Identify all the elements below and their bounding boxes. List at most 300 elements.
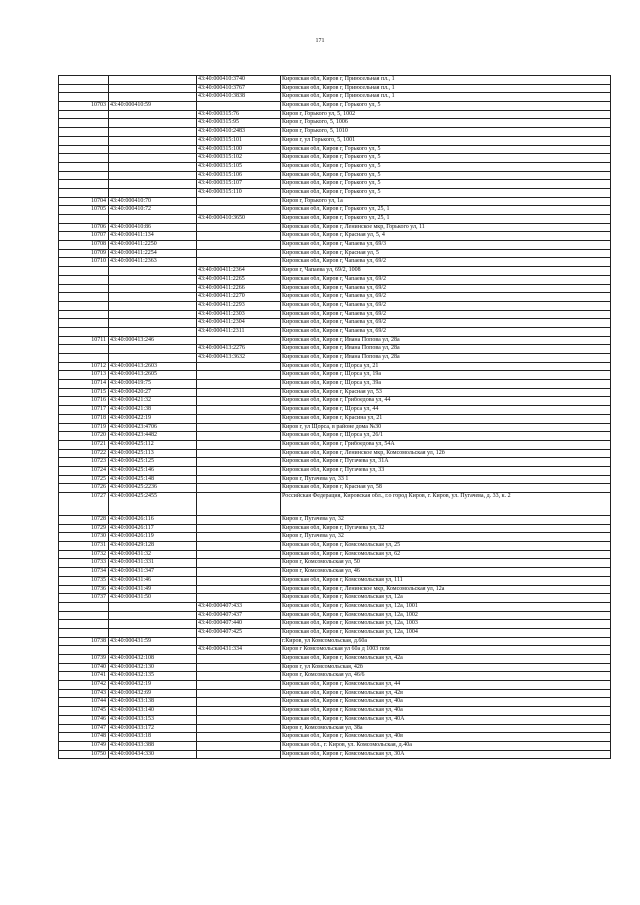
building-cadastral-number xyxy=(197,576,281,585)
row-number: 10731 xyxy=(59,542,109,551)
row-number xyxy=(59,162,109,171)
parcel-cadastral-number xyxy=(109,611,197,620)
address: Кировская обл, Киров г, Комсомольская ул, 111 xyxy=(281,576,611,585)
building-cadastral-number: 43:40:000315:106 xyxy=(197,171,281,180)
table-row xyxy=(59,388,611,397)
address: Кировская обл, Киров г, Красная ул, 53 xyxy=(281,388,611,397)
address: Кировская обл, Киров г, Комсомольская ул, 62 xyxy=(281,550,611,559)
building-cadastral-number: 43:40:000407:433 xyxy=(197,602,281,611)
table-row xyxy=(59,215,611,224)
parcel-cadastral-number xyxy=(109,275,197,284)
table-row xyxy=(59,128,611,137)
parcel-cadastral-number: 43:40:000426:117 xyxy=(109,524,197,533)
table-row xyxy=(59,275,611,284)
building-cadastral-number xyxy=(197,458,281,467)
building-cadastral-number: 43:40:000315:110 xyxy=(197,188,281,197)
table-row xyxy=(59,733,611,742)
parcel-cadastral-number: 43:40:000426:119 xyxy=(109,533,197,542)
table-row xyxy=(59,119,611,128)
building-cadastral-number: 43:40:000413:2276 xyxy=(197,345,281,354)
row-number: 10724 xyxy=(59,466,109,475)
building-cadastral-number xyxy=(197,414,281,423)
table-row xyxy=(59,484,611,493)
parcel-cadastral-number: 43:40:000421:32 xyxy=(109,397,197,406)
table-row xyxy=(59,284,611,293)
table-row xyxy=(59,432,611,441)
parcel-cadastral-number xyxy=(109,110,197,119)
table-row xyxy=(59,707,611,716)
table-row xyxy=(59,267,611,276)
building-cadastral-number: 43:40:000315:105 xyxy=(197,162,281,171)
parcel-cadastral-number: 43:40:000431:49 xyxy=(109,585,197,594)
parcel-cadastral-number: 43:40:000410:72 xyxy=(109,206,197,215)
table-row xyxy=(59,533,611,542)
table-row xyxy=(59,458,611,467)
row-number xyxy=(59,180,109,189)
parcel-cadastral-number: 43:40:000422:19 xyxy=(109,414,197,423)
parcel-cadastral-number: 43:40:000425:146 xyxy=(109,466,197,475)
table-row xyxy=(59,154,611,163)
row-number xyxy=(59,171,109,180)
parcel-cadastral-number: 43:40:000431:46 xyxy=(109,576,197,585)
row-number xyxy=(59,319,109,328)
row-number xyxy=(59,345,109,354)
parcel-cadastral-number xyxy=(109,93,197,102)
building-cadastral-number: 43:40:000411:2266 xyxy=(197,284,281,293)
table-row xyxy=(59,655,611,664)
table-row xyxy=(59,449,611,458)
address: Кировская обл, Киров г, Комсомольская ул, 40в xyxy=(281,733,611,742)
building-cadastral-number xyxy=(197,258,281,267)
parcel-cadastral-number xyxy=(109,628,197,637)
table-row xyxy=(59,345,611,354)
building-cadastral-number xyxy=(197,406,281,415)
parcel-cadastral-number: 43:40:000411:2254 xyxy=(109,249,197,258)
parcel-cadastral-number: 43:40:000432:19 xyxy=(109,681,197,690)
building-cadastral-number: 43:40:000411:2293 xyxy=(197,301,281,310)
address: Кировская обл, Киров г, Чапаева ул, 69/2 xyxy=(281,327,611,336)
table-row xyxy=(59,406,611,415)
address: Кировская обл, Киров г, Чапаева ул, 69/2 xyxy=(281,258,611,267)
row-number xyxy=(59,620,109,629)
address: Кировская обл, Киров г, Приюсельная пл., 1 xyxy=(281,84,611,93)
table-row xyxy=(59,162,611,171)
row-number: 10737 xyxy=(59,594,109,603)
address: Киров г Комсомольская ул 60а д 1003 пом xyxy=(281,646,611,655)
building-cadastral-number xyxy=(197,380,281,389)
building-cadastral-number xyxy=(197,524,281,533)
address: г.Киров, ул Комсомольская, д.60а xyxy=(281,637,611,646)
parcel-cadastral-number: 43:40:000413:246 xyxy=(109,336,197,345)
building-cadastral-number: 43:40:000315:95 xyxy=(197,119,281,128)
parcel-cadastral-number: 43:40:000410:70 xyxy=(109,197,197,206)
building-cadastral-number: 43:40:000407:437 xyxy=(197,611,281,620)
table-row xyxy=(59,550,611,559)
table-row xyxy=(59,672,611,681)
building-cadastral-number: 43:40:000431:334 xyxy=(197,646,281,655)
table-row xyxy=(59,380,611,389)
row-number: 10718 xyxy=(59,414,109,423)
address: Киров г, Чапаева ул, 69/2, 1008 xyxy=(281,267,611,276)
building-cadastral-number: 43:40:000315:107 xyxy=(197,180,281,189)
row-number: 10717 xyxy=(59,406,109,415)
table-row xyxy=(59,180,611,189)
parcel-cadastral-number: 43:40:000411:2250 xyxy=(109,241,197,250)
row-number xyxy=(59,275,109,284)
address: Кировская обл, Киров г, Комсомольская ул, 12а, 1003 xyxy=(281,620,611,629)
address: Кировская обл, Киров г, Щорса ул, 26/1 xyxy=(281,432,611,441)
parcel-cadastral-number: 43:40:000425:2236 xyxy=(109,484,197,493)
row-number: 10746 xyxy=(59,715,109,724)
table-row xyxy=(59,466,611,475)
building-cadastral-number: 43:40:000411:2311 xyxy=(197,327,281,336)
address: Кировская обл, Киров г, Чапаева ул, 69/2 xyxy=(281,310,611,319)
parcel-cadastral-number: 43:40:000425:148 xyxy=(109,475,197,484)
parcel-cadastral-number: 43:40:000431:347 xyxy=(109,568,197,577)
row-number: 10707 xyxy=(59,232,109,241)
row-number: 10708 xyxy=(59,241,109,250)
registry-body xyxy=(59,76,611,759)
address: Кировская обл, Киров г, Ивана Попова ул, 28а xyxy=(281,336,611,345)
table-row xyxy=(59,516,611,525)
row-number: 10750 xyxy=(59,750,109,759)
row-number xyxy=(59,293,109,302)
parcel-cadastral-number: 43:40:000420:27 xyxy=(109,388,197,397)
table-row xyxy=(59,414,611,423)
row-number: 10728 xyxy=(59,516,109,525)
parcel-cadastral-number xyxy=(109,119,197,128)
address: Киров г, Комсомольская ул, 50 xyxy=(281,559,611,568)
building-cadastral-number: 43:40:000407:425 xyxy=(197,628,281,637)
address: Киров г, Комсомольская ул, 38а xyxy=(281,724,611,733)
row-number: 10705 xyxy=(59,206,109,215)
row-number: 10711 xyxy=(59,336,109,345)
table-row xyxy=(59,423,611,432)
address: Кировская обл, Киров г, Комсомольская ул, 42в xyxy=(281,689,611,698)
table-row xyxy=(59,258,611,267)
row-number: 10704 xyxy=(59,197,109,206)
row-number: 10719 xyxy=(59,423,109,432)
row-number: 10748 xyxy=(59,733,109,742)
building-cadastral-number xyxy=(197,493,281,516)
parcel-cadastral-number: 43:40:000426:116 xyxy=(109,516,197,525)
address: Кировская обл, Киров г, Горького ул, 5 xyxy=(281,154,611,163)
table-row xyxy=(59,559,611,568)
building-cadastral-number xyxy=(197,733,281,742)
building-cadastral-number xyxy=(197,689,281,698)
row-number: 10720 xyxy=(59,432,109,441)
parcel-cadastral-number: 43:40:000410:86 xyxy=(109,223,197,232)
address: Кировская обл, Киров г, Щорса ул, 44 xyxy=(281,406,611,415)
row-number: 10712 xyxy=(59,362,109,371)
address: Кировская обл, Киров г, Пугачева ул, 31А xyxy=(281,458,611,467)
address: Кировская обл, Киров г, Комсомольская ул, 44 xyxy=(281,681,611,690)
table-row xyxy=(59,136,611,145)
row-number: 10726 xyxy=(59,484,109,493)
building-cadastral-number: 43:40:000411:2303 xyxy=(197,310,281,319)
parcel-cadastral-number: 43:40:000425:113 xyxy=(109,449,197,458)
table-row xyxy=(59,310,611,319)
address: Кировская обл, Киров г, Грибоедова ул, 54А xyxy=(281,440,611,449)
table-row xyxy=(59,327,611,336)
building-cadastral-number xyxy=(197,559,281,568)
row-number xyxy=(59,267,109,276)
address: Кировская обл, Киров г, Чапаева ул, 69/2 xyxy=(281,319,611,328)
cadastral-registry-table xyxy=(58,75,611,759)
parcel-cadastral-number: 43:40:000413:2603 xyxy=(109,362,197,371)
address: Кировская обл, Киров г, Комсомольская ул, 40а xyxy=(281,707,611,716)
building-cadastral-number xyxy=(197,655,281,664)
address: Кировская обл, Киров г, Приюсельная пл., 1 xyxy=(281,93,611,102)
table-row xyxy=(59,611,611,620)
row-number: 10742 xyxy=(59,681,109,690)
building-cadastral-number: 43:40:000315:100 xyxy=(197,145,281,154)
parcel-cadastral-number xyxy=(109,354,197,363)
building-cadastral-number xyxy=(197,484,281,493)
address: Кировская обл, Киров г, Комсомольская ул, 42а xyxy=(281,655,611,664)
table-row xyxy=(59,594,611,603)
row-number: 10715 xyxy=(59,388,109,397)
address: Кировская обл, Киров г, Горького ул, 5 xyxy=(281,102,611,111)
address: Кировская обл, Киров г, Чапаева ул, 69/3 xyxy=(281,241,611,250)
table-row xyxy=(59,524,611,533)
parcel-cadastral-number: 43:40:000425:112 xyxy=(109,440,197,449)
table-row xyxy=(59,637,611,646)
parcel-cadastral-number: 43:40:000431:59 xyxy=(109,637,197,646)
building-cadastral-number xyxy=(197,741,281,750)
building-cadastral-number xyxy=(197,423,281,432)
table-row xyxy=(59,689,611,698)
row-number xyxy=(59,215,109,224)
row-number: 10741 xyxy=(59,672,109,681)
table-row xyxy=(59,293,611,302)
row-number: 10732 xyxy=(59,550,109,559)
row-number xyxy=(59,188,109,197)
row-number: 10713 xyxy=(59,371,109,380)
row-number: 10730 xyxy=(59,533,109,542)
building-cadastral-number xyxy=(197,672,281,681)
address: Кировская обл, Киров г, Ленинское мкр, Комсомольская ул, 12а xyxy=(281,585,611,594)
parcel-cadastral-number xyxy=(109,128,197,137)
table-row xyxy=(59,232,611,241)
row-number xyxy=(59,628,109,637)
address: Кировская обл, Киров г, Комсомольская ул, 12а, 1004 xyxy=(281,628,611,637)
row-number xyxy=(59,646,109,655)
parcel-cadastral-number: 43:40:000411:2363 xyxy=(109,258,197,267)
building-cadastral-number xyxy=(197,550,281,559)
table-row xyxy=(59,493,611,516)
row-number xyxy=(59,128,109,137)
table-row xyxy=(59,301,611,310)
building-cadastral-number: 43:40:000315:102 xyxy=(197,154,281,163)
building-cadastral-number: 43:40:000315:101 xyxy=(197,136,281,145)
row-number: 10716 xyxy=(59,397,109,406)
address: Кировская обл, Киров г, Пугачева ул, 32 xyxy=(281,524,611,533)
page-number: 171 xyxy=(315,38,325,44)
row-number: 10714 xyxy=(59,380,109,389)
row-number: 10738 xyxy=(59,637,109,646)
table-row xyxy=(59,397,611,406)
row-number: 10747 xyxy=(59,724,109,733)
building-cadastral-number xyxy=(197,466,281,475)
parcel-cadastral-number: 43:40:000434:330 xyxy=(109,750,197,759)
table-row xyxy=(59,568,611,577)
building-cadastral-number: 43:40:000410:3767 xyxy=(197,84,281,93)
row-number: 10740 xyxy=(59,663,109,672)
parcel-cadastral-number: 43:40:000432:69 xyxy=(109,689,197,698)
row-number: 10723 xyxy=(59,458,109,467)
parcel-cadastral-number xyxy=(109,310,197,319)
row-number: 10722 xyxy=(59,449,109,458)
building-cadastral-number xyxy=(197,475,281,484)
table-row xyxy=(59,223,611,232)
address: Кировская обл, Киров г, Комсомольская ул, 30А xyxy=(281,750,611,759)
building-cadastral-number xyxy=(197,516,281,525)
table-row xyxy=(59,197,611,206)
address: Киров г, Комсомольская ул, 46/6 xyxy=(281,672,611,681)
row-number: 10729 xyxy=(59,524,109,533)
parcel-cadastral-number: 43:40:000433:153 xyxy=(109,715,197,724)
parcel-cadastral-number xyxy=(109,76,197,85)
row-number xyxy=(59,145,109,154)
parcel-cadastral-number xyxy=(109,602,197,611)
address: Киров г, Горького ул, 1а xyxy=(281,197,611,206)
address: Кировская обл, Киров г, Горького ул, 5 xyxy=(281,145,611,154)
address: Кировская обл, Киров г, Ленинское мкр, Горького ул, 11 xyxy=(281,223,611,232)
row-number xyxy=(59,84,109,93)
row-number: 10709 xyxy=(59,249,109,258)
table-row xyxy=(59,628,611,637)
parcel-cadastral-number: 43:40:000413:2605 xyxy=(109,371,197,380)
parcel-cadastral-number: 43:40:000425:125 xyxy=(109,458,197,467)
address: Кировская обл., г. Киров, ул. Комсомольская, д.40а xyxy=(281,741,611,750)
address: Кировская обл, Киров г, Щорса ул, 21 xyxy=(281,362,611,371)
row-number xyxy=(59,310,109,319)
building-cadastral-number: 43:40:000411:2265 xyxy=(197,275,281,284)
parcel-cadastral-number: 43:40:000433:18 xyxy=(109,733,197,742)
parcel-cadastral-number: 43:40:000431:331 xyxy=(109,559,197,568)
parcel-cadastral-number xyxy=(109,293,197,302)
row-number: 10733 xyxy=(59,559,109,568)
row-number xyxy=(59,327,109,336)
building-cadastral-number xyxy=(197,371,281,380)
building-cadastral-number xyxy=(197,388,281,397)
row-number xyxy=(59,602,109,611)
address: Кировская обл, Киров г, Горького ул, 5 xyxy=(281,171,611,180)
parcel-cadastral-number: 43:40:000433:138 xyxy=(109,698,197,707)
parcel-cadastral-number xyxy=(109,154,197,163)
row-number xyxy=(59,354,109,363)
table-row xyxy=(59,102,611,111)
building-cadastral-number xyxy=(197,102,281,111)
row-number xyxy=(59,119,109,128)
parcel-cadastral-number: 43:40:000431:32 xyxy=(109,550,197,559)
parcel-cadastral-number xyxy=(109,145,197,154)
parcel-cadastral-number: 43:40:000421:38 xyxy=(109,406,197,415)
address: Киров г, ул Комсомольская, 42б xyxy=(281,663,611,672)
row-number: 10725 xyxy=(59,475,109,484)
address: Кировская обл, Киров г, Комсомольская ул, 12а, 1002 xyxy=(281,611,611,620)
building-cadastral-number xyxy=(197,698,281,707)
address: Киров г, ул Горького, 5, 1001 xyxy=(281,136,611,145)
parcel-cadastral-number xyxy=(109,620,197,629)
table-row xyxy=(59,241,611,250)
address: Кировская обл, Киров г, Ленинское мкр, Комсомольская ул, 12б xyxy=(281,449,611,458)
building-cadastral-number xyxy=(197,594,281,603)
parcel-cadastral-number: 43:40:000433:140 xyxy=(109,707,197,716)
table-row xyxy=(59,110,611,119)
table-row xyxy=(59,542,611,551)
address: Кировская обл, Киров г, Красная ул, 5 xyxy=(281,249,611,258)
parcel-cadastral-number xyxy=(109,267,197,276)
table-row xyxy=(59,475,611,484)
table-row xyxy=(59,362,611,371)
address: Кировская обл, Киров г, Ивана Попова ул, 28а xyxy=(281,345,611,354)
building-cadastral-number: 43:40:000410:3838 xyxy=(197,93,281,102)
parcel-cadastral-number xyxy=(109,180,197,189)
table-row xyxy=(59,576,611,585)
building-cadastral-number xyxy=(197,585,281,594)
row-number: 10739 xyxy=(59,655,109,664)
address: Кировская обл, Киров г, Чапаева ул, 69/2 xyxy=(281,293,611,302)
row-number xyxy=(59,301,109,310)
table-row xyxy=(59,585,611,594)
table-row xyxy=(59,171,611,180)
address: Киров г, Горького ул, 5, 1002 xyxy=(281,110,611,119)
building-cadastral-number: 43:40:000411:2270 xyxy=(197,293,281,302)
address: Кировская обл, Киров г, Приюсельная пл., 1 xyxy=(281,76,611,85)
address: Кировская обл, Киров г, Горького ул, 25, 1 xyxy=(281,215,611,224)
building-cadastral-number xyxy=(197,440,281,449)
table-row xyxy=(59,724,611,733)
building-cadastral-number: 43:40:000411:2304 xyxy=(197,319,281,328)
address: Киров г, ул Щорса, в районе дома №30 xyxy=(281,423,611,432)
building-cadastral-number: 43:40:000410:2483 xyxy=(197,128,281,137)
row-number xyxy=(59,93,109,102)
address: Кировская обл, Киров г, Горького ул, 5 xyxy=(281,188,611,197)
parcel-cadastral-number: 43:40:000419:75 xyxy=(109,380,197,389)
building-cadastral-number xyxy=(197,449,281,458)
building-cadastral-number: 43:40:000411:2364 xyxy=(197,267,281,276)
table-row xyxy=(59,76,611,85)
address: Кировская обл, Киров г, Комсомольская ул, 40А xyxy=(281,715,611,724)
row-number xyxy=(59,110,109,119)
address: Кировская обл, Киров г, Комсомольская ул, 25 xyxy=(281,542,611,551)
building-cadastral-number xyxy=(197,232,281,241)
building-cadastral-number xyxy=(197,362,281,371)
table-row xyxy=(59,440,611,449)
address: Кировская обл, Киров г, Красная ул, 5, 4 xyxy=(281,232,611,241)
row-number: 10727 xyxy=(59,493,109,516)
row-number: 10706 xyxy=(59,223,109,232)
parcel-cadastral-number xyxy=(109,188,197,197)
address: Киров г, Горького, 5, 1006 xyxy=(281,119,611,128)
building-cadastral-number xyxy=(197,241,281,250)
building-cadastral-number xyxy=(197,249,281,258)
address: Киров г, Пугачева ул, 33 1 xyxy=(281,475,611,484)
parcel-cadastral-number xyxy=(109,284,197,293)
address: Кировская обл, Киров г, Горького ул, 5 xyxy=(281,180,611,189)
parcel-cadastral-number xyxy=(109,84,197,93)
parcel-cadastral-number xyxy=(109,215,197,224)
parcel-cadastral-number xyxy=(109,136,197,145)
parcel-cadastral-number: 43:40:000431:50 xyxy=(109,594,197,603)
row-number xyxy=(59,154,109,163)
parcel-cadastral-number: 43:40:000433:172 xyxy=(109,724,197,733)
building-cadastral-number xyxy=(197,663,281,672)
parcel-cadastral-number: 43:40:000423:4706 xyxy=(109,423,197,432)
row-number xyxy=(59,611,109,620)
